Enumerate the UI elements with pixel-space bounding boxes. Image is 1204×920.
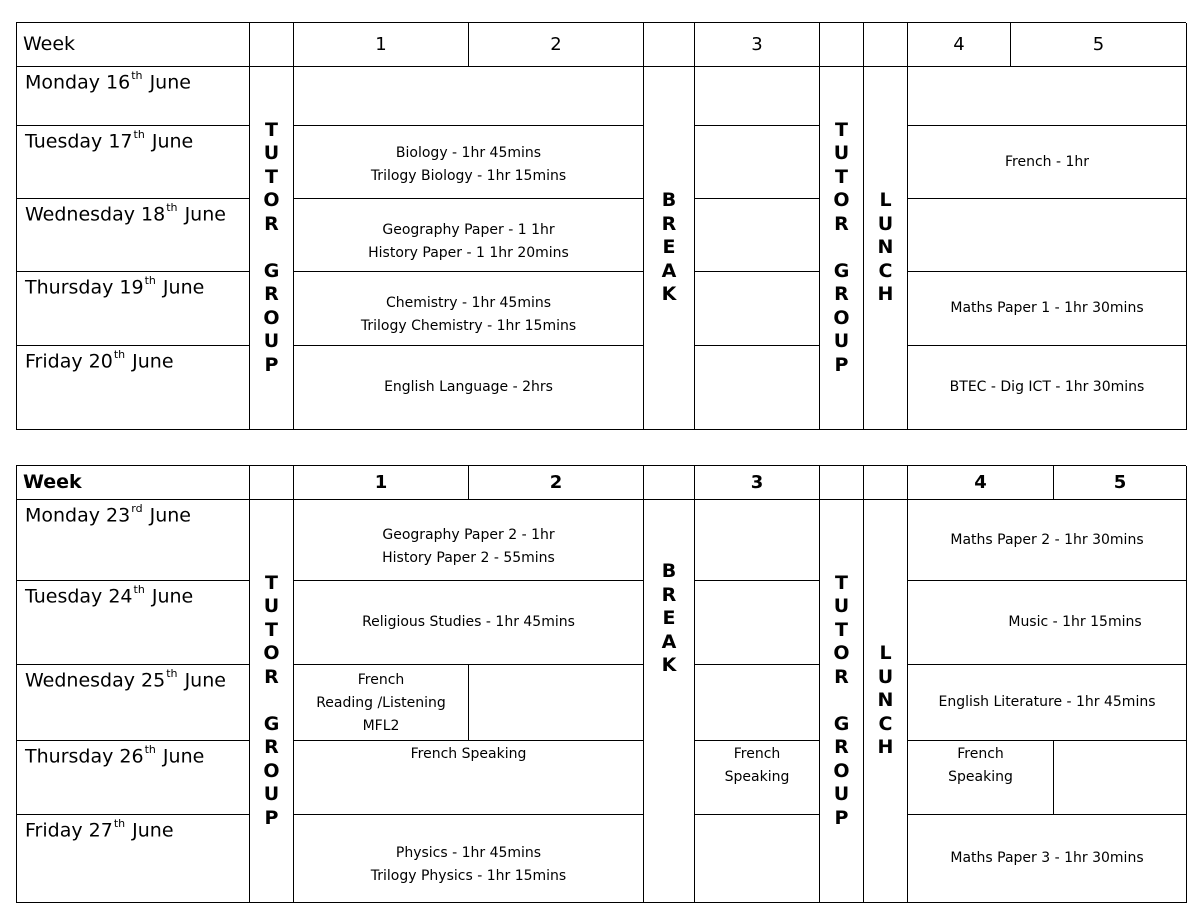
vertical-letter	[262, 236, 282, 260]
vertical-letter: H	[877, 736, 894, 759]
vertical-letter	[832, 236, 852, 260]
header-blank	[250, 466, 294, 500]
exam-slot: French Speaking	[695, 741, 820, 815]
header-period-2: 2	[469, 23, 644, 67]
vertical-letter: L	[879, 189, 892, 212]
exam-slot: Religious Studies - 1hr 45mins	[294, 581, 644, 665]
header-period-4: 4	[908, 23, 1011, 67]
header-blank	[864, 466, 908, 500]
vertical-letter: T	[835, 571, 848, 594]
vertical-letter: U	[877, 665, 894, 688]
vertical-letter: E	[662, 607, 676, 629]
exam-slot-empty	[695, 665, 820, 741]
header-period-3: 3	[695, 466, 820, 500]
vertical-letter: T	[835, 165, 848, 188]
header-blank	[644, 23, 695, 67]
exam-slot-empty	[908, 199, 1187, 272]
vertical-letter: U	[833, 595, 850, 618]
exam-slot-empty	[695, 581, 820, 665]
exam-slot-empty	[695, 199, 820, 272]
vertical-letter: T	[265, 571, 278, 594]
break-label	[644, 67, 695, 430]
exam-slot: French Speaking	[294, 741, 644, 815]
break-label	[644, 500, 695, 903]
vertical-letter: P	[834, 806, 849, 829]
vertical-letter: O	[263, 189, 280, 212]
exam-slot: Maths Paper 1 - 1hr 30mins	[908, 272, 1187, 346]
header-blank	[820, 23, 864, 67]
vertical-letter: O	[833, 189, 850, 212]
vertical-letter: G	[263, 259, 280, 282]
vertical-letter: R	[661, 583, 677, 606]
vertical-letter: U	[833, 142, 850, 165]
exam-slot: Maths Paper 2 - 1hr 30mins	[908, 500, 1187, 581]
exam-slot-empty	[695, 500, 820, 581]
vertical-letter: P	[834, 353, 849, 376]
vertical-letter: U	[877, 212, 894, 235]
day-label: Monday 16th June	[17, 67, 250, 126]
vertical-letter: U	[263, 595, 280, 618]
header-period-2: 2	[469, 466, 644, 500]
vertical-letter: R	[834, 283, 849, 306]
vertical-letter: P	[264, 806, 279, 829]
vertical-letter: O	[833, 642, 850, 665]
header-period-3: 3	[695, 23, 820, 67]
vertical-letter: R	[264, 283, 279, 306]
tutor-group-label	[820, 67, 864, 430]
header-blank	[864, 23, 908, 67]
day-label: Wednesday 18th June	[17, 199, 250, 272]
vertical-letter: N	[877, 689, 894, 712]
day-label: Tuesday 24th June	[17, 581, 250, 665]
vertical-letter: A	[661, 259, 677, 282]
vertical-letter: R	[834, 212, 849, 235]
exam-slot: French Reading /Listening MFL2	[294, 665, 469, 741]
exam-slot: English Literature - 1hr 45mins	[908, 665, 1187, 741]
timetable-week-1	[16, 22, 1186, 430]
vertical-letter: U	[263, 142, 280, 165]
exam-slot-empty	[695, 67, 820, 126]
exam-slot: English Language - 2hrs	[294, 346, 644, 430]
vertical-letter: O	[263, 306, 280, 329]
exam-slot: BTEC - Dig ICT - 1hr 30mins	[908, 346, 1187, 430]
tutor-group-label	[250, 67, 294, 430]
vertical-letter: T	[265, 618, 278, 641]
exam-slot: French Speaking	[908, 741, 1054, 815]
vertical-letter: T	[265, 118, 278, 141]
vertical-letter: N	[877, 236, 894, 259]
exam-slot-empty	[695, 126, 820, 199]
header-period-5: 5	[1054, 466, 1187, 500]
header-blank	[644, 466, 695, 500]
vertical-letter: O	[263, 642, 280, 665]
vertical-letter: U	[833, 783, 850, 806]
day-label: Tuesday 17th June	[17, 126, 250, 199]
exam-slot: Biology - 1hr 45mins Trilogy Biology - 1hr 15mins	[294, 126, 644, 199]
vertical-letter	[832, 689, 852, 713]
header-period-4: 4	[908, 466, 1054, 500]
timetable-week-2	[16, 465, 1186, 903]
exam-slot-empty	[695, 815, 820, 903]
exam-slot: Physics - 1hr 45mins Trilogy Physics - 1hr 15mins	[294, 815, 644, 903]
exam-slot: French - 1hr	[908, 126, 1187, 199]
day-label: Monday 23rd June	[17, 500, 250, 581]
day-label: Wednesday 25th June	[17, 665, 250, 741]
header-blank	[250, 23, 294, 67]
vertical-letter: R	[264, 736, 279, 759]
day-label: Friday 27th June	[17, 815, 250, 903]
exam-slot-empty	[908, 67, 1187, 126]
header-blank	[820, 466, 864, 500]
day-label: Thursday 26th June	[17, 741, 250, 815]
tutor-group-label	[250, 500, 294, 903]
vertical-letter: U	[833, 330, 850, 353]
vertical-letter: K	[661, 283, 677, 306]
vertical-letter: R	[834, 736, 849, 759]
vertical-letter: G	[833, 259, 850, 282]
vertical-letter: C	[878, 259, 893, 282]
lunch-label	[864, 500, 908, 903]
exam-slot-empty	[294, 67, 644, 126]
vertical-letter: R	[834, 665, 849, 688]
exam-slot-empty	[469, 665, 644, 741]
exam-slot: Music - 1hr 15mins	[908, 581, 1187, 665]
vertical-letter: T	[835, 118, 848, 141]
vertical-letter: U	[263, 783, 280, 806]
vertical-letter	[262, 689, 282, 713]
vertical-letter: C	[878, 712, 893, 735]
vertical-letter: R	[661, 212, 677, 235]
vertical-letter: E	[662, 236, 676, 259]
exam-slot: Chemistry - 1hr 45mins Trilogy Chemistry - 1hr 15mins	[294, 272, 644, 346]
vertical-letter: L	[879, 642, 892, 665]
tutor-group-label	[820, 500, 864, 903]
day-label: Friday 20th June	[17, 346, 250, 430]
lunch-label	[864, 67, 908, 430]
exam-slot-empty	[695, 346, 820, 430]
header-period-5: 5	[1011, 23, 1187, 67]
vertical-letter: O	[833, 306, 850, 329]
vertical-letter: U	[263, 330, 280, 353]
vertical-letter: A	[661, 630, 677, 653]
exam-slot: Maths Paper 3 - 1hr 30mins	[908, 815, 1187, 903]
vertical-letter: K	[661, 654, 677, 676]
exam-slot: Geography Paper - 1 1hr History Paper - 1 1hr 20mins	[294, 199, 644, 272]
vertical-letter: O	[263, 759, 280, 782]
header-period-1: 1	[294, 23, 469, 67]
header-period-1: 1	[294, 466, 469, 500]
exam-slot: Geography Paper 2 - 1hr History Paper 2 - 55mins	[294, 500, 644, 581]
header-week: Week	[17, 23, 250, 67]
vertical-letter: R	[264, 212, 279, 235]
vertical-letter: O	[833, 759, 850, 782]
vertical-letter: T	[835, 618, 848, 641]
vertical-letter: B	[661, 560, 677, 582]
exam-slot-empty	[695, 272, 820, 346]
day-label: Thursday 19th June	[17, 272, 250, 346]
vertical-letter: H	[877, 283, 894, 306]
vertical-letter: R	[264, 665, 279, 688]
vertical-letter: B	[661, 189, 677, 212]
vertical-letter: G	[833, 712, 850, 735]
vertical-letter: T	[265, 165, 278, 188]
vertical-letter: P	[264, 353, 279, 376]
exam-slot-empty	[1054, 741, 1187, 815]
vertical-letter: G	[263, 712, 280, 735]
header-week: Week	[17, 466, 250, 500]
